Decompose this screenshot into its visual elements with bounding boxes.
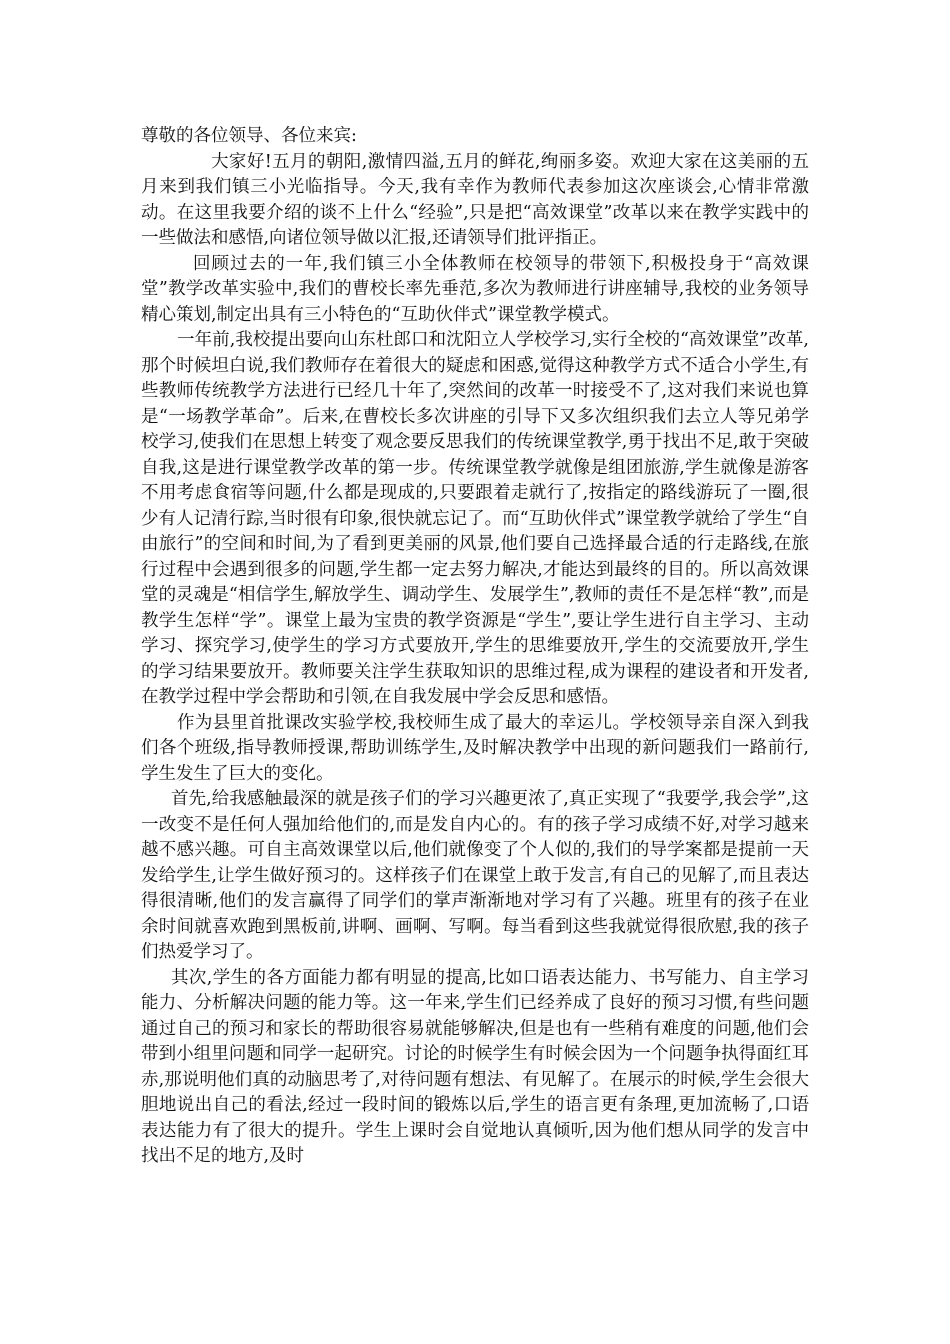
paragraph-reform: 一年前,我校提出要向山东杜郎口和沈阳立人学校学习,实行全校的“高效课堂”改革,那个时候坦白说,我们教师存在着很大的疑虑和困惑,觉得这种教学方式不适合小学生,有些教师传统教学方法进行已经几十年了,突然间的改革一时接受不了,这对我们来说也算是“一场教学革命”。后来,在曹校长多次讲座的引导下又多次组织我们去立人等兄弟学校学习,使我们在思想上转变了观念要反思我们的传统课堂教学,勇于找出不足,敢于突破自我,这是进行课堂教学改革的第一步。传统课堂教学就像是组团旅游,学生就像是游客不用考虑食宿等问题,什么都是现成的,只要跟着走就行了,按指定的路线游玩了一圈,很少有人记清行踪,当时很有印象,很快就忘记了。而“互助伙伴式”课堂教学就给了学生“自由旅行”的空间和时间,为了看到更美丽的风景,他们要自己选择最合适的行走路线,在旅行过程中会遇到很多的问题,学生都一定去努力解决,才能达到最终的目的。所以高效课堂的灵魂是“相信学生,解放学生、调动学生、发展学生”,教师的责任不是怎样“教”,而是教学生怎样“学”。课堂上最为宝贵的教学资源是“学生”,要让学生进行自主学习、主动学习、探究学习,使学生的学习方式要放开,学生的思维要放开,学生的交流要放开,学生的学习结果要放开。教师要关注学生获取知识的思维过程,成为课程的建设者和开发者,在教学过程中学会帮助和引领,在自我发展中学会反思和感悟。	[141, 330, 809, 707]
paragraph-review: 回顾过去的一年,我们镇三小全体教师在校领导的带领下,积极投身于“高效课堂”教学改革实验中,我们的曹校长率先垂范,多次为教师进行讲座辅导,我校的业务领导精心策划,制定出具有三小特色的“互助伙伴式”课堂教学模式。	[141, 253, 809, 325]
paragraph-greeting: 大家好!五月的朝阳,激情四溢,五月的鲜花,绚丽多姿。欢迎大家在这美丽的五月来到我们镇三小光临指导。今天,我有幸作为教师代表参加这次座谈会,心情非常激动。在这里我要介绍的谈不上什么“经验”,只是把“高效课堂”改革以来在教学实践中的一些做法和感悟,向诸位领导做以汇报,还请领导们批评指正。	[141, 151, 809, 248]
paragraph-first: 首先,给我感触最深的就是孩子们的学习兴趣更浓了,真正实现了“我要学,我会学”,这一改变不是任何人强加给他们的,而是发自内心的。有的孩子学习成绩不好,对学习越来越不感兴趣。可自主高效课堂以后,他们就像变了个人似的,我们的导学案都是提前一天发给学生,让学生做好预习的。这样孩子们在课堂上敢于发言,有自己的见解了,而且表达得很清晰,他们的发言赢得了同学们的掌声渐渐地对学习有了兴趣。班里有的孩子在业余时间就喜欢跑到黑板前,讲啊、画啊、写啊。每当看到这些我就觉得很欣慰,我的孩子们热爱学习了。	[141, 789, 809, 962]
paragraph-pilot-school: 作为县里首批课改实验学校,我校师生成了最大的幸运儿。学校领导亲自深入到我们各个班级,指导教师授课,帮助训练学生,及时解决教学中出现的新问题我们一路前行,学生发生了巨大的变化。	[141, 712, 809, 784]
paragraph-second: 其次,学生的各方面能力都有明显的提高,比如口语表达能力、书写能力、自主学习能力、分析解决问题的能力等。这一年来,学生们已经养成了良好的预习习惯,有些问题通过自己的预习和家长的帮助很容易就能够解决,但是也有一些稍有难度的问题,他们会带到小组里问题和同学一起研究。讨论的时候学生有时候会因为一个问题争执得面红耳赤,那说明他们真的动脑思考了,对待问题有想法、有见解了。在展示的时候,学生会很大胆地说出自己的看法,经过一段时间的锻炼以后,学生的语言更有条理,更加流畅了,口语表达能力有了很大的提升。学生上课时会自觉地认真倾听,因为他们想从同学的发言中找出不足的地方,及时	[141, 967, 809, 1166]
salutation: 尊敬的各位领导、各位来宾:	[141, 126, 357, 146]
document-page	[141, 124, 809, 1170]
